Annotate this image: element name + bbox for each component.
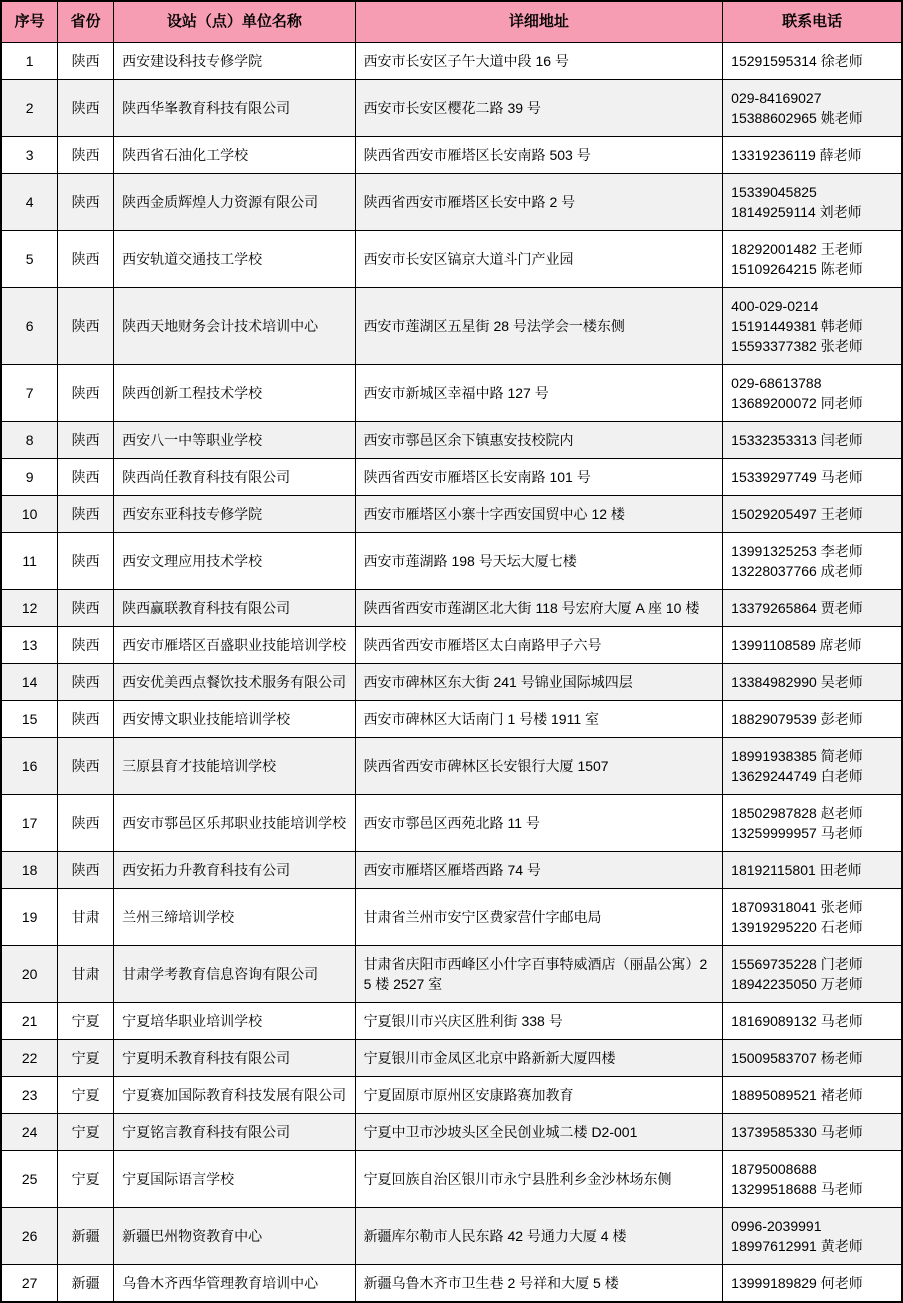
phone-line: 18991938385 简老师 bbox=[731, 748, 863, 764]
table-row bbox=[1, 365, 902, 422]
phone-line: 400-029-0214 bbox=[731, 298, 819, 314]
phone-line: 13299518688 马老师 bbox=[731, 1181, 863, 1197]
cell-phone bbox=[723, 738, 902, 795]
phone-line: 13379265864 贾老师 bbox=[731, 600, 863, 616]
cell-province: 陕西 bbox=[58, 664, 114, 701]
cell-province: 陕西 bbox=[58, 137, 114, 174]
phone-line: 13319236119 薛老师 bbox=[731, 147, 862, 163]
phone-line: 15339045825 bbox=[731, 184, 817, 200]
phone-line: 18895089521 褚老师 bbox=[731, 1087, 863, 1103]
cell-phone bbox=[723, 174, 902, 231]
cell-unit-name: 陕西创新工程技术学校 bbox=[114, 365, 355, 422]
cell-serial-number: 27 bbox=[1, 1265, 58, 1303]
phone-line: 18502987828 赵老师 bbox=[731, 805, 863, 821]
table-row bbox=[1, 1077, 902, 1114]
cell-unit-name: 陕西尚任教育科技有限公司 bbox=[114, 459, 355, 496]
phone-line: 18169089132 马老师 bbox=[731, 1013, 863, 1029]
cell-serial-number: 5 bbox=[1, 231, 58, 288]
header-serial-number: 序号 bbox=[1, 1, 58, 43]
cell-phone bbox=[723, 1077, 902, 1114]
cell-province: 新疆 bbox=[58, 1265, 114, 1303]
table-row bbox=[1, 1040, 902, 1077]
cell-unit-name: 西安优美西点餐饮技术服务有限公司 bbox=[114, 664, 355, 701]
phone-line: 029-84169027 bbox=[731, 90, 822, 106]
table-row bbox=[1, 738, 902, 795]
cell-province: 陕西 bbox=[58, 288, 114, 365]
header-row bbox=[1, 1, 902, 43]
table-row bbox=[1, 1265, 902, 1303]
cell-phone bbox=[723, 137, 902, 174]
cell-province: 陕西 bbox=[58, 590, 114, 627]
phone-line: 15388602965 姚老师 bbox=[731, 110, 863, 126]
cell-unit-name: 西安文理应用技术学校 bbox=[114, 533, 355, 590]
cell-address: 宁夏银川市金凤区北京中路新新大厦四楼 bbox=[355, 1040, 723, 1077]
table-row bbox=[1, 946, 902, 1003]
phone-line: 18709318041 张老师 bbox=[731, 899, 863, 915]
cell-phone bbox=[723, 459, 902, 496]
phone-line: 13259999957 马老师 bbox=[731, 825, 863, 841]
cell-unit-name: 宁夏赛加国际教育科技发展有限公司 bbox=[114, 1077, 355, 1114]
cell-phone bbox=[723, 80, 902, 137]
cell-province: 陕西 bbox=[58, 231, 114, 288]
phone-line: 15029205497 王老师 bbox=[731, 506, 863, 522]
phone-line: 13991108589 席老师 bbox=[731, 637, 862, 653]
cell-serial-number: 9 bbox=[1, 459, 58, 496]
phone-line: 13689200072 同老师 bbox=[731, 395, 863, 411]
cell-unit-name: 宁夏铭言教育科技有限公司 bbox=[114, 1114, 355, 1151]
cell-address: 陕西省西安市莲湖区北大街 118 号宏府大厦 A 座 10 楼 bbox=[355, 590, 723, 627]
cell-province: 陕西 bbox=[58, 459, 114, 496]
cell-unit-name: 三原县育才技能培训学校 bbox=[114, 738, 355, 795]
phone-line: 15593377382 张老师 bbox=[731, 338, 863, 354]
cell-phone bbox=[723, 946, 902, 1003]
phone-line: 15109264215 陈老师 bbox=[731, 261, 863, 277]
cell-province: 陕西 bbox=[58, 738, 114, 795]
table-row bbox=[1, 231, 902, 288]
phone-line: 15009583707 杨老师 bbox=[731, 1050, 863, 1066]
cell-unit-name: 宁夏国际语言学校 bbox=[114, 1151, 355, 1208]
cell-unit-name: 甘肃学考教育信息咨询有限公司 bbox=[114, 946, 355, 1003]
table-row bbox=[1, 459, 902, 496]
phone-line: 15191449381 韩老师 bbox=[731, 318, 863, 334]
cell-unit-name: 西安东亚科技专修学院 bbox=[114, 496, 355, 533]
phone-line: 029-68613788 bbox=[731, 375, 822, 391]
header-province: 省份 bbox=[58, 1, 114, 43]
cell-phone bbox=[723, 852, 902, 889]
cell-address: 陕西省西安市雁塔区太白南路甲子六号 bbox=[355, 627, 723, 664]
phone-line: 15291595314 徐老师 bbox=[731, 53, 863, 69]
table-row bbox=[1, 627, 902, 664]
cell-phone bbox=[723, 701, 902, 738]
cell-phone bbox=[723, 795, 902, 852]
cell-phone bbox=[723, 1151, 902, 1208]
table-row bbox=[1, 590, 902, 627]
cell-province: 陕西 bbox=[58, 422, 114, 459]
cell-serial-number: 6 bbox=[1, 288, 58, 365]
cell-province: 新疆 bbox=[58, 1208, 114, 1265]
cell-province: 陕西 bbox=[58, 533, 114, 590]
cell-address: 陕西省西安市雁塔区长安南路 503 号 bbox=[355, 137, 723, 174]
cell-serial-number: 10 bbox=[1, 496, 58, 533]
cell-serial-number: 26 bbox=[1, 1208, 58, 1265]
cell-phone bbox=[723, 288, 902, 365]
cell-serial-number: 23 bbox=[1, 1077, 58, 1114]
cell-serial-number: 19 bbox=[1, 889, 58, 946]
cell-address: 西安市莲湖路 198 号天坛大厦七楼 bbox=[355, 533, 723, 590]
cell-province: 陕西 bbox=[58, 174, 114, 231]
cell-address: 甘肃省庆阳市西峰区小什字百事特威酒店（丽晶公寓）25 楼 2527 室 bbox=[355, 946, 723, 1003]
cell-phone bbox=[723, 496, 902, 533]
cell-serial-number: 4 bbox=[1, 174, 58, 231]
cell-phone bbox=[723, 422, 902, 459]
phone-line: 15339297749 马老师 bbox=[731, 469, 863, 485]
cell-serial-number: 12 bbox=[1, 590, 58, 627]
cell-phone bbox=[723, 627, 902, 664]
cell-province: 陕西 bbox=[58, 80, 114, 137]
table-row bbox=[1, 889, 902, 946]
cell-address: 西安市莲湖区五星街 28 号法学会一楼东侧 bbox=[355, 288, 723, 365]
cell-address: 陕西省西安市雁塔区长安南路 101 号 bbox=[355, 459, 723, 496]
phone-line: 13991325253 李老师 bbox=[731, 543, 863, 559]
cell-address: 陕西省西安市碑林区长安银行大厦 1507 bbox=[355, 738, 723, 795]
cell-province: 宁夏 bbox=[58, 1151, 114, 1208]
cell-address: 西安市雁塔区雁塔西路 74 号 bbox=[355, 852, 723, 889]
cell-serial-number: 14 bbox=[1, 664, 58, 701]
cell-address: 西安市长安区子午大道中段 16 号 bbox=[355, 43, 723, 80]
cell-province: 陕西 bbox=[58, 795, 114, 852]
cell-unit-name: 西安八一中等职业学校 bbox=[114, 422, 355, 459]
cell-province: 甘肃 bbox=[58, 889, 114, 946]
table-row bbox=[1, 80, 902, 137]
cell-unit-name: 兰州三缔培训学校 bbox=[114, 889, 355, 946]
phone-line: 18292001482 王老师 bbox=[731, 241, 863, 257]
cell-serial-number: 16 bbox=[1, 738, 58, 795]
cell-province: 宁夏 bbox=[58, 1077, 114, 1114]
cell-address: 宁夏固原市原州区安康路赛加教育 bbox=[355, 1077, 723, 1114]
phone-line: 15569735228 门老师 bbox=[731, 956, 863, 972]
table-row bbox=[1, 1151, 902, 1208]
cell-serial-number: 20 bbox=[1, 946, 58, 1003]
cell-unit-name: 宁夏明禾教育科技有限公司 bbox=[114, 1040, 355, 1077]
phone-line: 18997612991 黄老师 bbox=[731, 1238, 863, 1254]
cell-province: 陕西 bbox=[58, 627, 114, 664]
cell-province: 宁夏 bbox=[58, 1114, 114, 1151]
cell-province: 宁夏 bbox=[58, 1003, 114, 1040]
phone-line: 13999189829 何老师 bbox=[731, 1275, 863, 1291]
cell-address: 宁夏银川市兴庆区胜利街 338 号 bbox=[355, 1003, 723, 1040]
phone-line: 18942235050 万老师 bbox=[731, 976, 863, 992]
cell-address: 新疆库尔勒市人民东路 42 号通力大厦 4 楼 bbox=[355, 1208, 723, 1265]
table-row bbox=[1, 288, 902, 365]
cell-address: 甘肃省兰州市安宁区费家营什字邮电局 bbox=[355, 889, 723, 946]
cell-unit-name: 新疆巴州物资教育中心 bbox=[114, 1208, 355, 1265]
cell-phone bbox=[723, 231, 902, 288]
phone-line: 0996-2039991 bbox=[731, 1218, 822, 1234]
table-row bbox=[1, 174, 902, 231]
phone-line: 13228037766 成老师 bbox=[731, 563, 863, 579]
cell-serial-number: 25 bbox=[1, 1151, 58, 1208]
table-row bbox=[1, 1003, 902, 1040]
cell-address: 西安市碑林区大话南门 1 号楼 1911 室 bbox=[355, 701, 723, 738]
cell-phone bbox=[723, 1003, 902, 1040]
cell-serial-number: 17 bbox=[1, 795, 58, 852]
phone-line: 18829079539 彭老师 bbox=[731, 711, 863, 727]
cell-unit-name: 西安市鄠邑区乐邦职业技能培训学校 bbox=[114, 795, 355, 852]
cell-address: 新疆乌鲁木齐市卫生巷 2 号祥和大厦 5 楼 bbox=[355, 1265, 723, 1303]
cell-address: 陕西省西安市雁塔区长安中路 2 号 bbox=[355, 174, 723, 231]
phone-line: 18192115801 田老师 bbox=[731, 862, 862, 878]
cell-address: 西安市长安区樱花二路 39 号 bbox=[355, 80, 723, 137]
cell-address: 西安市鄠邑区余下镇惠安技校院内 bbox=[355, 422, 723, 459]
phone-line: 13384982990 吴老师 bbox=[731, 674, 863, 690]
cell-phone bbox=[723, 1040, 902, 1077]
table-row bbox=[1, 664, 902, 701]
header-address: 详细地址 bbox=[355, 1, 723, 43]
cell-address: 西安市碑林区东大街 241 号锦业国际城四层 bbox=[355, 664, 723, 701]
cell-unit-name: 陕西省石油化工学校 bbox=[114, 137, 355, 174]
table-body bbox=[1, 43, 902, 1303]
cell-serial-number: 11 bbox=[1, 533, 58, 590]
cell-unit-name: 陕西金质辉煌人力资源有限公司 bbox=[114, 174, 355, 231]
phone-line: 15332353313 闫老师 bbox=[731, 432, 863, 448]
cell-serial-number: 21 bbox=[1, 1003, 58, 1040]
cell-serial-number: 3 bbox=[1, 137, 58, 174]
table-row bbox=[1, 422, 902, 459]
cell-unit-name: 西安博文职业技能培训学校 bbox=[114, 701, 355, 738]
cell-address: 宁夏回族自治区银川市永宁县胜利乡金沙林场东侧 bbox=[355, 1151, 723, 1208]
cell-province: 甘肃 bbox=[58, 946, 114, 1003]
table-row bbox=[1, 496, 902, 533]
cell-phone bbox=[723, 365, 902, 422]
cell-province: 陕西 bbox=[58, 365, 114, 422]
cell-unit-name: 西安轨道交通技工学校 bbox=[114, 231, 355, 288]
cell-serial-number: 24 bbox=[1, 1114, 58, 1151]
header-phone: 联系电话 bbox=[723, 1, 902, 43]
table-row bbox=[1, 795, 902, 852]
table-row bbox=[1, 701, 902, 738]
phone-line: 13629244749 白老师 bbox=[731, 768, 863, 784]
cell-address: 西安市新城区幸福中路 127 号 bbox=[355, 365, 723, 422]
cell-province: 陕西 bbox=[58, 852, 114, 889]
table-row bbox=[1, 1208, 902, 1265]
cell-phone bbox=[723, 1265, 902, 1303]
cell-unit-name: 西安拓力升教育科技有公司 bbox=[114, 852, 355, 889]
table-row bbox=[1, 852, 902, 889]
cell-serial-number: 2 bbox=[1, 80, 58, 137]
cell-unit-name: 陕西赢联教育科技有限公司 bbox=[114, 590, 355, 627]
cell-unit-name: 乌鲁木齐西华管理教育培训中心 bbox=[114, 1265, 355, 1303]
cell-unit-name: 西安建设科技专修学院 bbox=[114, 43, 355, 80]
cell-serial-number: 15 bbox=[1, 701, 58, 738]
cell-phone bbox=[723, 889, 902, 946]
table-row bbox=[1, 43, 902, 80]
cell-serial-number: 13 bbox=[1, 627, 58, 664]
cell-address: 西安市雁塔区小寨十字西安国贸中心 12 楼 bbox=[355, 496, 723, 533]
cell-phone bbox=[723, 590, 902, 627]
table-row bbox=[1, 533, 902, 590]
cell-address: 宁夏中卫市沙坡头区全民创业城二楼 D2-001 bbox=[355, 1114, 723, 1151]
cell-province: 陕西 bbox=[58, 43, 114, 80]
cell-serial-number: 1 bbox=[1, 43, 58, 80]
cell-phone bbox=[723, 1114, 902, 1151]
cell-unit-name: 陕西天地财务会计技术培训中心 bbox=[114, 288, 355, 365]
cell-serial-number: 7 bbox=[1, 365, 58, 422]
cell-serial-number: 22 bbox=[1, 1040, 58, 1077]
table-row bbox=[1, 137, 902, 174]
cell-serial-number: 8 bbox=[1, 422, 58, 459]
phone-line: 18149259114 刘老师 bbox=[731, 204, 862, 220]
cell-province: 宁夏 bbox=[58, 1040, 114, 1077]
cell-phone bbox=[723, 533, 902, 590]
cell-phone bbox=[723, 43, 902, 80]
phone-line: 18795008688 bbox=[731, 1161, 817, 1177]
cell-address: 西安市长安区镐京大道斗门产业园 bbox=[355, 231, 723, 288]
cell-unit-name: 陕西华峯教育科技有限公司 bbox=[114, 80, 355, 137]
cell-serial-number: 18 bbox=[1, 852, 58, 889]
cell-unit-name: 宁夏培华职业培训学校 bbox=[114, 1003, 355, 1040]
table-row bbox=[1, 1114, 902, 1151]
cell-province: 陕西 bbox=[58, 496, 114, 533]
header-unit-name: 设站（点）单位名称 bbox=[114, 1, 355, 43]
cell-province: 陕西 bbox=[58, 701, 114, 738]
phone-line: 13739585330 马老师 bbox=[731, 1124, 863, 1140]
cell-address: 西安市鄠邑区西苑北路 11 号 bbox=[355, 795, 723, 852]
cell-phone bbox=[723, 664, 902, 701]
cell-unit-name: 西安市雁塔区百盛职业技能培训学校 bbox=[114, 627, 355, 664]
cell-phone bbox=[723, 1208, 902, 1265]
phone-line: 13919295220 石老师 bbox=[731, 919, 863, 935]
